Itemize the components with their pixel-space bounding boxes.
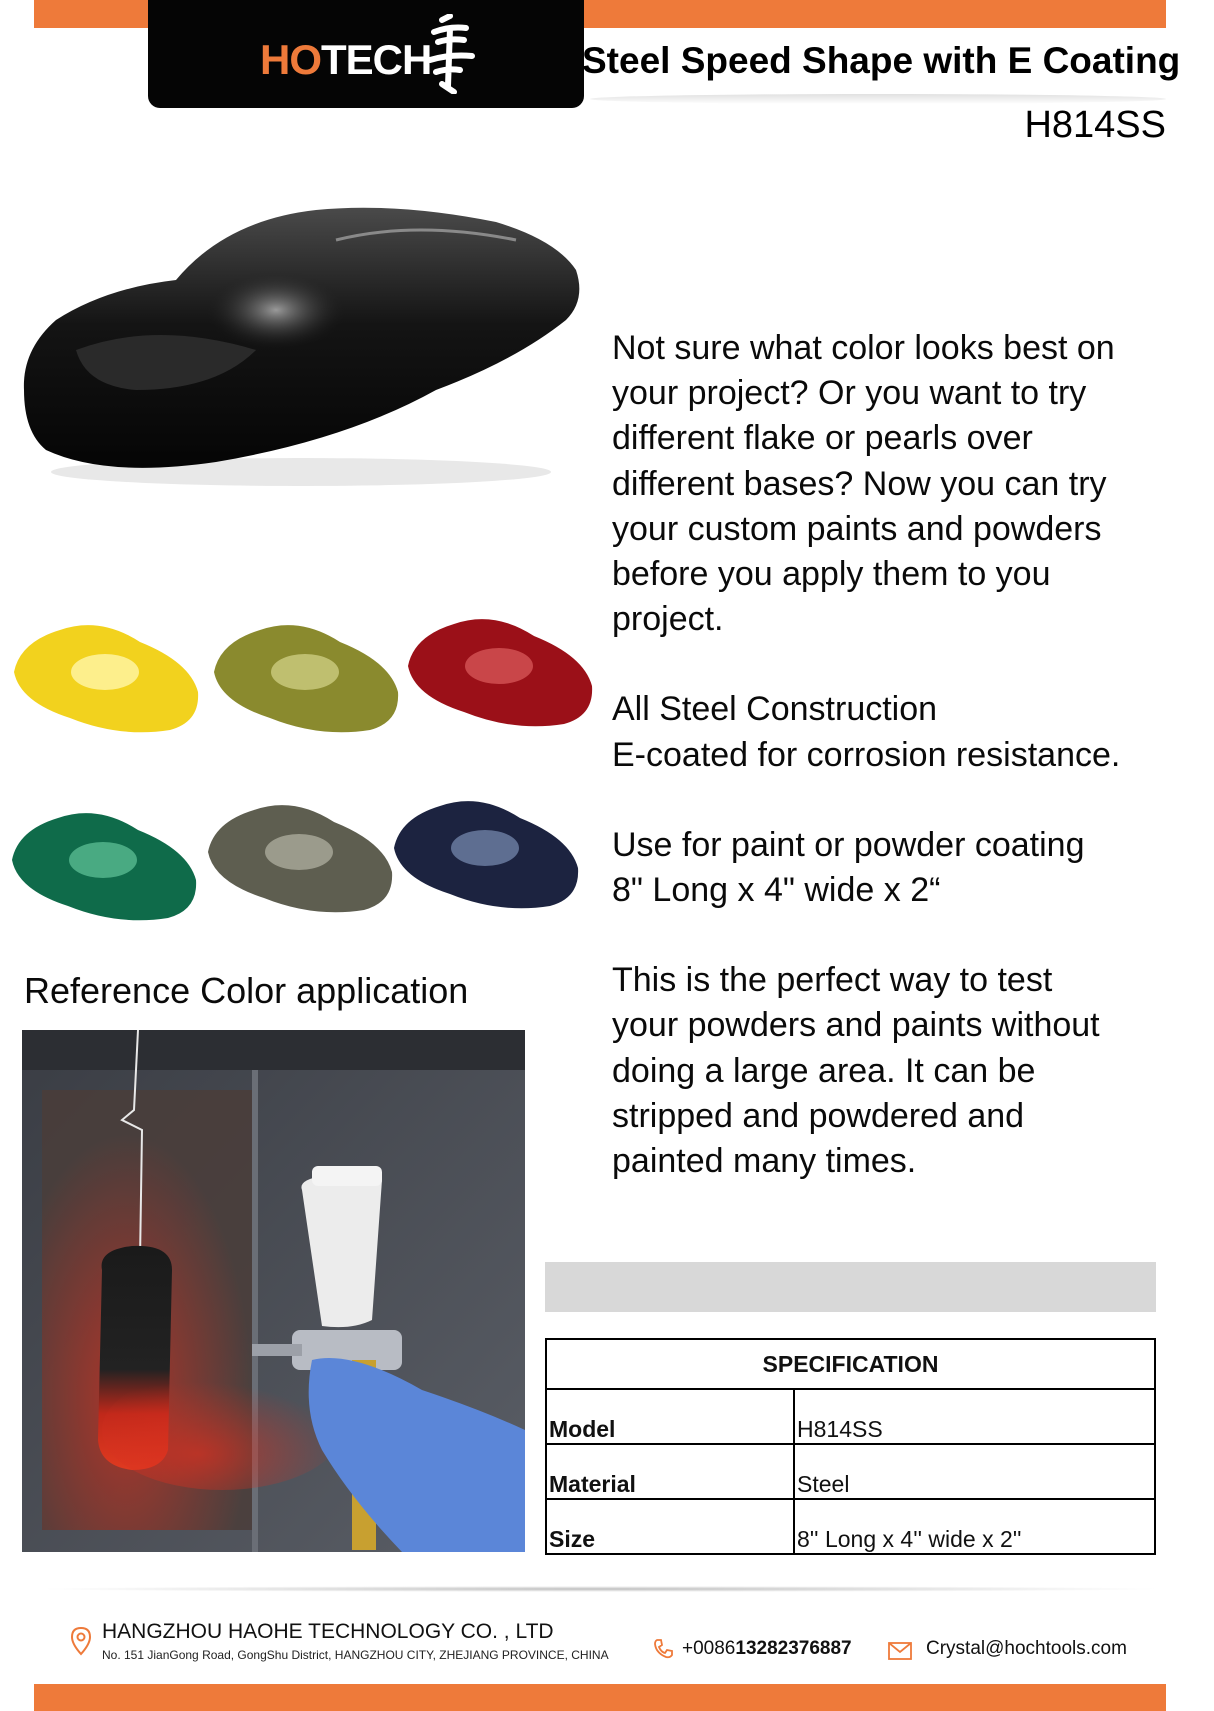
description-paragraph: This is the perfect way to test your powders and paints without doing a large area. It can be stripped and powdered and painted many times. [612,961,1100,1181]
mail-icon [888,1642,912,1660]
company-address: No. 151 JianGong Road, GongShu District, HANGZHOU CITY, ZHEJIANG PROVINCE, CHINA [102,1648,609,1662]
yellow-speed-shape-image [10,612,200,742]
product-description [612,326,1182,1229]
table-row [546,1499,1155,1554]
spec-key: Size [546,1499,794,1554]
brand-logo: HOTECH [260,36,432,83]
spray-application-photo [22,1030,525,1552]
specification-heading: SPECIFICATION [546,1339,1155,1389]
spec-value: 8'' Long x 4'' wide x 2'' [794,1499,1155,1554]
reference-section-title: Reference Color application [24,970,469,1011]
green-speed-shape-image [8,800,198,930]
spec-key: Material [546,1444,794,1499]
phone-number[interactable]: +008613282376887 [682,1638,852,1659]
description-paragraph: Not sure what color looks best on your project? Or you want to try different flake or pearls over different bases? Now you can try your custom paints and powders before you apply them to you project. [612,329,1115,639]
spec-key: Model [546,1389,794,1444]
page-title: Steel Speed Shape with E Coating [582,40,1181,81]
company-name: HANGZHOU HAOHE TECHNOLOGY CO. , LTD [102,1620,554,1643]
model-code: H814SS [1024,104,1166,146]
title-underline-shadow [590,94,1166,104]
bottom-orange-bar [34,1684,1166,1711]
logo-block [148,0,584,108]
navy-speed-shape-image [390,788,580,918]
grey-divider-bar [545,1262,1156,1312]
red-speed-shape-image [404,606,594,736]
location-pin-icon [70,1626,92,1656]
black-speed-shape-image [16,200,586,500]
description-paragraph: All Steel Construction E-coated for corrosion resistance. [612,690,1121,774]
calligraphy-logo-icon [420,14,480,94]
table-row [546,1444,1155,1499]
table-row [546,1389,1155,1444]
spec-value: Steel [794,1444,1155,1499]
grey-speed-shape-image [204,792,394,922]
email-address[interactable]: Crystal@hochtools.com [926,1638,1127,1659]
phone-icon [652,1638,674,1660]
specification-table [545,1338,1156,1555]
footer-divider [34,1586,1166,1592]
description-paragraph: Use for paint or powder coating 8" Long x 4" wide x 2“ [612,825,1085,910]
spec-value: H814SS [794,1389,1155,1444]
olive-speed-shape-image [210,612,400,742]
